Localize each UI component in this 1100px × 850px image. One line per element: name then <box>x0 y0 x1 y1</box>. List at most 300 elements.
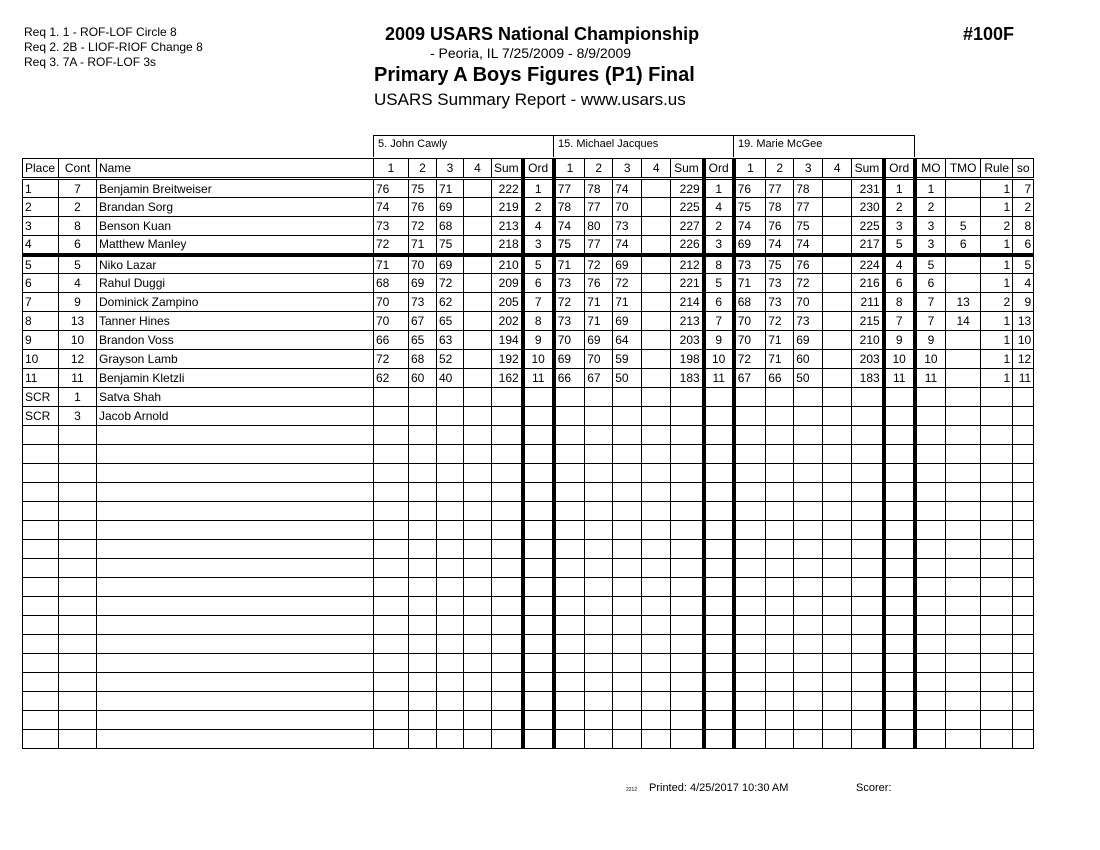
blank-row <box>23 521 1034 540</box>
table-row <box>23 236 1034 255</box>
judge-2-figure-1-score: 70 <box>554 331 585 350</box>
rule-cell: 1 <box>981 179 1013 198</box>
blank-cell <box>492 464 523 483</box>
blank-cell <box>554 559 585 578</box>
judge-2-name: 15. Michael Jacques <box>553 135 734 157</box>
judge-2-figure-4-score <box>642 179 671 198</box>
blank-cell <box>642 692 671 711</box>
blank-cell <box>409 578 437 597</box>
blank-cell <box>766 445 794 464</box>
blank-cell <box>437 692 464 711</box>
rule-cell: 1 <box>981 369 1013 388</box>
judge-3-figure-1-score: 67 <box>734 369 766 388</box>
place-cell: 10 <box>23 350 59 369</box>
judge-3-figure-3-score <box>794 407 823 426</box>
contestant-number-cell: 12 <box>59 350 97 369</box>
judge-2-ordinal <box>704 388 734 407</box>
rule-cell: 1 <box>981 350 1013 369</box>
blank-cell <box>852 597 884 616</box>
blank-cell <box>23 597 59 616</box>
blank-cell <box>374 673 409 692</box>
blank-cell <box>823 616 852 635</box>
blank-cell <box>671 730 704 749</box>
judge-2-figure-1-score: 78 <box>554 198 585 217</box>
judge-1-ordinal: 8 <box>523 312 554 331</box>
blank-cell <box>585 521 613 540</box>
judge-3-figure-2-score: 71 <box>766 331 794 350</box>
blank-cell <box>766 635 794 654</box>
blank-cell <box>437 559 464 578</box>
blank-cell <box>915 673 946 692</box>
blank-cell <box>704 521 734 540</box>
col-j3-sum: Sum <box>852 159 884 179</box>
blank-cell <box>766 540 794 559</box>
blank-cell <box>642 673 671 692</box>
blank-cell <box>915 578 946 597</box>
blank-cell <box>523 464 554 483</box>
blank-cell <box>642 445 671 464</box>
blank-cell <box>642 559 671 578</box>
blank-cell <box>409 616 437 635</box>
event-code: #100F <box>963 24 1015 44</box>
judge-3-sum: 217 <box>852 236 884 255</box>
judge-1-figure-4-score <box>464 274 492 293</box>
total-majority-ordinal-cell <box>946 198 981 217</box>
judge-2-figure-2-score: 78 <box>585 179 613 198</box>
blank-row <box>23 578 1034 597</box>
col-j3-fig4: 4 <box>823 159 852 179</box>
judge-2-figure-1-score: 66 <box>554 369 585 388</box>
blank-cell <box>464 559 492 578</box>
blank-cell <box>409 673 437 692</box>
blank-cell <box>884 445 915 464</box>
judge-3-figure-3-score: 50 <box>794 369 823 388</box>
blank-cell <box>464 464 492 483</box>
blank-cell <box>981 464 1013 483</box>
blank-cell <box>671 673 704 692</box>
blank-cell <box>585 597 613 616</box>
judge-1-ordinal: 5 <box>523 255 554 274</box>
col-j1-fig2: 2 <box>409 159 437 179</box>
judge-3-ordinal: 8 <box>884 293 915 312</box>
judge-2-figure-3-score <box>613 388 642 407</box>
judge-1-figure-2-score: 68 <box>409 350 437 369</box>
blank-cell <box>823 597 852 616</box>
blank-cell <box>946 559 981 578</box>
judge-2-figure-4-score <box>642 331 671 350</box>
blank-cell <box>823 692 852 711</box>
blank-cell <box>554 502 585 521</box>
blank-row <box>23 559 1034 578</box>
judge-3-sum <box>852 388 884 407</box>
judge-3-figure-1-score: 70 <box>734 331 766 350</box>
blank-cell <box>766 578 794 597</box>
total-majority-ordinal-cell: 13 <box>946 293 981 312</box>
majority-ordinal-cell: 3 <box>915 236 946 255</box>
judge-3-figure-1-score: 73 <box>734 255 766 274</box>
judge-1-sum: 219 <box>492 198 523 217</box>
blank-cell <box>554 464 585 483</box>
judge-1-figure-1-score: 72 <box>374 236 409 255</box>
judge-1-sum: 213 <box>492 217 523 236</box>
blank-cell <box>97 521 374 540</box>
blank-cell <box>23 616 59 635</box>
majority-ordinal-cell: 7 <box>915 312 946 331</box>
requirement-1: Req 1. 1 - ROF-LOF Circle 8 <box>24 25 177 39</box>
judge-2-ordinal: 4 <box>704 198 734 217</box>
judge-2-sum: 226 <box>671 236 704 255</box>
blank-cell <box>915 426 946 445</box>
blank-cell <box>671 635 704 654</box>
blank-cell <box>852 521 884 540</box>
judge-3-figure-2-score: 71 <box>766 350 794 369</box>
rule-cell: 2 <box>981 217 1013 236</box>
blank-cell <box>464 540 492 559</box>
blank-cell <box>492 502 523 521</box>
blank-cell <box>59 730 97 749</box>
blank-cell <box>59 483 97 502</box>
blank-cell <box>374 445 409 464</box>
blank-cell <box>794 445 823 464</box>
blank-cell <box>884 521 915 540</box>
blank-cell <box>492 426 523 445</box>
judge-2-figure-4-score <box>642 274 671 293</box>
judge-1-sum: 210 <box>492 255 523 274</box>
requirement-2: Req 2. 2B - LIOF-RIOF Change 8 <box>24 40 203 54</box>
judge-3-figure-4-score <box>823 179 852 198</box>
blank-cell <box>97 445 374 464</box>
table-row <box>23 274 1034 293</box>
judge-3-figure-3-score: 73 <box>794 312 823 331</box>
place-cell: 11 <box>23 369 59 388</box>
judge-2-ordinal: 5 <box>704 274 734 293</box>
judge-3-figure-1-score: 68 <box>734 293 766 312</box>
judge-2-ordinal: 6 <box>704 293 734 312</box>
blank-cell <box>915 559 946 578</box>
contestant-number-cell: 8 <box>59 217 97 236</box>
skate-order-cell: 13 <box>1013 312 1034 331</box>
rule-cell: 2 <box>981 293 1013 312</box>
blank-cell <box>671 559 704 578</box>
blank-cell <box>823 502 852 521</box>
blank-cell <box>734 635 766 654</box>
place-cell: 6 <box>23 274 59 293</box>
blank-cell <box>642 730 671 749</box>
column-header-row <box>23 159 1034 179</box>
blank-cell <box>766 730 794 749</box>
blank-cell <box>613 616 642 635</box>
blank-cell <box>884 616 915 635</box>
blank-cell <box>554 426 585 445</box>
contestant-number-cell: 7 <box>59 179 97 198</box>
blank-cell <box>23 502 59 521</box>
blank-cell <box>1013 578 1034 597</box>
blank-cell <box>374 692 409 711</box>
judge-2-figure-2-score <box>585 407 613 426</box>
skater-name-cell: Benson Kuan <box>97 217 374 236</box>
total-majority-ordinal-cell <box>946 255 981 274</box>
judge-1-sum: 218 <box>492 236 523 255</box>
judge-1-figure-4-score <box>464 293 492 312</box>
blank-cell <box>704 464 734 483</box>
judge-2-figure-3-score: 74 <box>613 179 642 198</box>
blank-cell <box>59 654 97 673</box>
blank-cell <box>852 483 884 502</box>
judge-3-figure-3-score: 72 <box>794 274 823 293</box>
blank-cell <box>794 559 823 578</box>
blank-cell <box>884 426 915 445</box>
blank-cell <box>492 673 523 692</box>
judge-1-figure-2-score: 70 <box>409 255 437 274</box>
judge-3-figure-4-score <box>823 236 852 255</box>
col-j3-ord: Ord <box>884 159 915 179</box>
blank-row <box>23 502 1034 521</box>
judge-3-figure-2-score: 66 <box>766 369 794 388</box>
majority-ordinal-cell: 10 <box>915 350 946 369</box>
skate-order-cell: 6 <box>1013 236 1034 255</box>
judge-2-figure-3-score: 59 <box>613 350 642 369</box>
judge-2-sum: 212 <box>671 255 704 274</box>
blank-cell <box>585 483 613 502</box>
col-j2-ord: Ord <box>704 159 734 179</box>
table-row <box>23 179 1034 198</box>
rule-cell <box>981 407 1013 426</box>
blank-cell <box>794 635 823 654</box>
place-cell: 9 <box>23 331 59 350</box>
contestant-number-cell: 13 <box>59 312 97 331</box>
blank-cell <box>23 692 59 711</box>
blank-cell <box>437 635 464 654</box>
skater-name-cell: Niko Lazar <box>97 255 374 274</box>
blank-row <box>23 616 1034 635</box>
blank-cell <box>981 597 1013 616</box>
blank-cell <box>981 635 1013 654</box>
majority-ordinal-cell: 9 <box>915 331 946 350</box>
judge-2-figure-2-score: 69 <box>585 331 613 350</box>
skater-name-cell: Matthew Manley <box>97 236 374 255</box>
blank-cell <box>915 597 946 616</box>
blank-cell <box>852 711 884 730</box>
judge-2-figure-4-score <box>642 293 671 312</box>
blank-cell <box>704 730 734 749</box>
judge-1-ordinal: 7 <box>523 293 554 312</box>
judge-1-figure-2-score: 71 <box>409 236 437 255</box>
blank-cell <box>946 464 981 483</box>
blank-cell <box>464 597 492 616</box>
blank-cell <box>97 426 374 445</box>
blank-cell <box>766 483 794 502</box>
blank-cell <box>794 673 823 692</box>
blank-cell <box>23 521 59 540</box>
blank-cell <box>97 635 374 654</box>
judge-1-figure-4-score <box>464 217 492 236</box>
blank-cell <box>884 730 915 749</box>
total-majority-ordinal-cell <box>946 331 981 350</box>
blank-cell <box>492 483 523 502</box>
blank-cell <box>766 711 794 730</box>
blank-cell <box>794 426 823 445</box>
blank-cell <box>1013 692 1034 711</box>
judge-2-figure-1-score: 73 <box>554 312 585 331</box>
table-row <box>23 255 1034 274</box>
col-place: Place <box>23 159 59 179</box>
blank-cell <box>374 635 409 654</box>
blank-cell <box>915 502 946 521</box>
judge-2-figure-3-score: 69 <box>613 255 642 274</box>
judge-2-figure-2-score: 67 <box>585 369 613 388</box>
blank-cell <box>437 730 464 749</box>
blank-cell <box>97 502 374 521</box>
blank-cell <box>704 502 734 521</box>
judge-1-figure-3-score: 75 <box>437 236 464 255</box>
blank-row <box>23 445 1034 464</box>
total-majority-ordinal-cell: 14 <box>946 312 981 331</box>
blank-cell <box>1013 445 1034 464</box>
blank-cell <box>492 559 523 578</box>
blank-cell <box>704 616 734 635</box>
blank-cell <box>23 578 59 597</box>
blank-cell <box>704 711 734 730</box>
majority-ordinal-cell: 11 <box>915 369 946 388</box>
judge-3-figure-1-score: 69 <box>734 236 766 255</box>
judge-1-ordinal: 9 <box>523 331 554 350</box>
judge-2-figure-2-score: 77 <box>585 236 613 255</box>
judge-3-figure-2-score: 76 <box>766 217 794 236</box>
contestant-number-cell: 4 <box>59 274 97 293</box>
blank-cell <box>766 692 794 711</box>
judge-2-figure-4-score <box>642 388 671 407</box>
blank-cell <box>374 597 409 616</box>
blank-cell <box>492 597 523 616</box>
judge-3-figure-1-score: 70 <box>734 312 766 331</box>
blank-cell <box>59 445 97 464</box>
blank-cell <box>981 540 1013 559</box>
table-row <box>23 369 1034 388</box>
blank-cell <box>437 483 464 502</box>
judge-3-ordinal: 7 <box>884 312 915 331</box>
blank-cell <box>59 616 97 635</box>
blank-cell <box>1013 616 1034 635</box>
judge-3-figure-1-score <box>734 388 766 407</box>
blank-cell <box>613 730 642 749</box>
blank-cell <box>823 521 852 540</box>
judge-3-figure-4-score <box>823 274 852 293</box>
judge-3-figure-2-score: 77 <box>766 179 794 198</box>
skater-name-cell: Satva Shah <box>97 388 374 407</box>
blank-cell <box>409 502 437 521</box>
judge-1-figure-4-score <box>464 407 492 426</box>
blank-cell <box>97 597 374 616</box>
judge-2-ordinal: 1 <box>704 179 734 198</box>
rule-cell: 1 <box>981 255 1013 274</box>
col-so: so <box>1013 159 1034 179</box>
skate-order-cell: 9 <box>1013 293 1034 312</box>
judge-2-sum: 183 <box>671 369 704 388</box>
skater-name-cell: Benjamin Breitweiser <box>97 179 374 198</box>
blank-cell <box>23 540 59 559</box>
blank-cell <box>766 521 794 540</box>
blank-row <box>23 692 1034 711</box>
judge-3-ordinal: 4 <box>884 255 915 274</box>
blank-cell <box>437 654 464 673</box>
judge-2-ordinal: 2 <box>704 217 734 236</box>
blank-cell <box>374 483 409 502</box>
blank-cell <box>97 692 374 711</box>
blank-cell <box>492 540 523 559</box>
blank-cell <box>374 616 409 635</box>
blank-cell <box>585 426 613 445</box>
blank-cell <box>23 654 59 673</box>
blank-cell <box>374 426 409 445</box>
judge-2-sum: 213 <box>671 312 704 331</box>
blank-cell <box>492 635 523 654</box>
col-j1-fig4: 4 <box>464 159 492 179</box>
blank-cell <box>97 540 374 559</box>
blank-cell <box>374 464 409 483</box>
blank-cell <box>437 711 464 730</box>
blank-cell <box>59 464 97 483</box>
blank-cell <box>884 597 915 616</box>
blank-cell <box>23 673 59 692</box>
judge-1-figure-4-score <box>464 369 492 388</box>
blank-cell <box>374 730 409 749</box>
judge-2-figure-4-score <box>642 198 671 217</box>
judge-1-figure-1-score: 68 <box>374 274 409 293</box>
blank-cell <box>437 540 464 559</box>
col-rule: Rule <box>981 159 1013 179</box>
place-cell: SCR <box>23 388 59 407</box>
blank-cell <box>613 635 642 654</box>
blank-cell <box>464 673 492 692</box>
blank-cell <box>981 483 1013 502</box>
majority-ordinal-cell: 7 <box>915 293 946 312</box>
blank-cell <box>554 597 585 616</box>
blank-cell <box>23 445 59 464</box>
col-j2-fig2: 2 <box>585 159 613 179</box>
blank-cell <box>946 692 981 711</box>
judge-3-sum: 215 <box>852 312 884 331</box>
blank-cell <box>464 445 492 464</box>
col-j2-fig1: 1 <box>554 159 585 179</box>
blank-cell <box>766 597 794 616</box>
blank-cell <box>464 654 492 673</box>
blank-cell <box>409 635 437 654</box>
blank-cell <box>671 540 704 559</box>
total-majority-ordinal-cell: 5 <box>946 217 981 236</box>
contestant-number-cell: 10 <box>59 331 97 350</box>
majority-ordinal-cell: 2 <box>915 198 946 217</box>
blank-cell <box>1013 483 1034 502</box>
blank-cell <box>1013 426 1034 445</box>
blank-cell <box>671 483 704 502</box>
majority-ordinal-cell: 6 <box>915 274 946 293</box>
blank-cell <box>374 578 409 597</box>
blank-cell <box>437 464 464 483</box>
blank-cell <box>613 559 642 578</box>
blank-cell <box>554 540 585 559</box>
judge-1-figure-3-score <box>437 407 464 426</box>
judge-2-sum: 198 <box>671 350 704 369</box>
blank-cell <box>585 654 613 673</box>
judge-1-figure-3-score: 63 <box>437 331 464 350</box>
majority-ordinal-cell <box>915 407 946 426</box>
blank-cell <box>734 426 766 445</box>
judge-2-figure-4-score <box>642 350 671 369</box>
skater-name-cell: Dominick Zampino <box>97 293 374 312</box>
judge-1-ordinal <box>523 407 554 426</box>
judge-3-figure-1-score: 75 <box>734 198 766 217</box>
blank-cell <box>704 426 734 445</box>
